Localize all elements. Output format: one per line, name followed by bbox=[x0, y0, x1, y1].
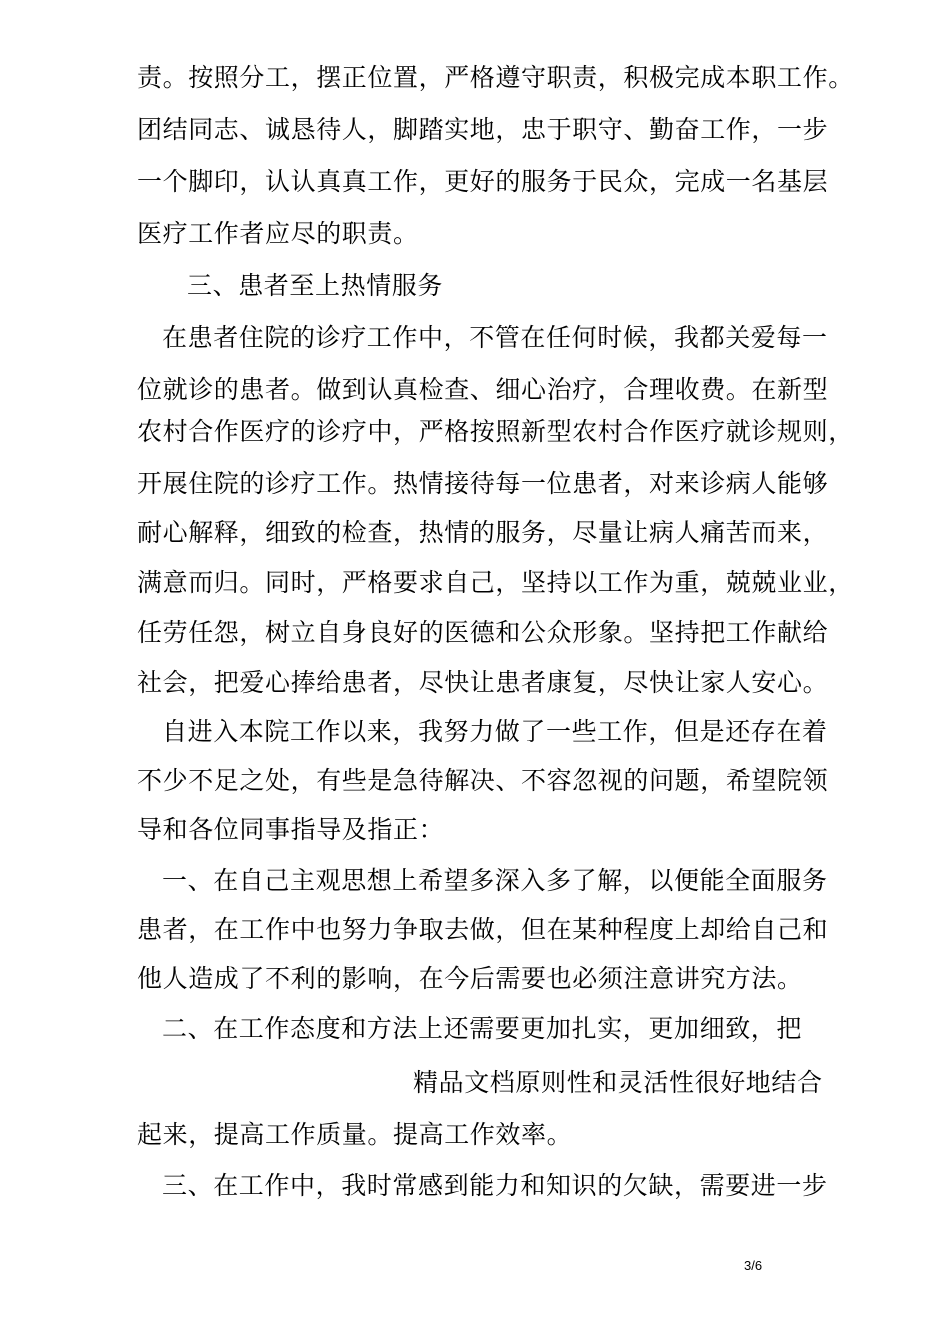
text-line: 导和各位同事指导及指正： bbox=[137, 815, 445, 844]
section-heading: 三、患者至上热情服务 bbox=[187, 271, 444, 300]
text-line: 二、在工作态度和方法上还需要更加扎实，更加细致，把 bbox=[162, 1014, 803, 1043]
text-line: 精品文档原则性和灵活性很好地结合 bbox=[413, 1068, 823, 1097]
text-line: 三、在工作中，我时常感到能力和知识的欠缺，需要进一步 bbox=[162, 1171, 828, 1200]
text-line: 他人造成了不利的影响，在今后需要也必须注意讲究方法。 bbox=[137, 964, 803, 993]
text-line: 责。按照分工，摆正位置，严格遵守职责，积极完成本职工作。 bbox=[137, 63, 854, 92]
text-line: 患者，在工作中也努力争取去做，但在某种程度上却给自己和 bbox=[137, 915, 829, 944]
text-line: 团结同志、诚恳待人，脚踏实地，忠于职守、勤奋工作，一步 bbox=[137, 115, 829, 144]
text-line: 任劳任怨，树立自身良好的医德和公众形象。坚持把工作献给 bbox=[137, 618, 829, 647]
text-line: 位就诊的患者。做到认真检查、细心治疗，合理收费。在新型 bbox=[137, 375, 829, 404]
text-line: 医疗工作者应尽的职责。 bbox=[137, 219, 419, 248]
text-line: 社会，把爱心捧给患者，尽快让患者康复，尽快让家人安心。 bbox=[137, 668, 829, 697]
text-line: 满意而归。同时，严格要求自己，坚持以工作为重，兢兢业业， bbox=[137, 568, 854, 597]
page-number: 3/6 bbox=[744, 1258, 763, 1273]
text-line: 耐心解释，细致的检查，热情的服务，尽量让病人痛苦而来， bbox=[137, 518, 829, 547]
text-line: 开展住院的诊疗工作。热情接待每一位患者，对来诊病人能够 bbox=[137, 469, 829, 498]
text-line: 农村合作医疗的诊疗中，严格按照新型农村合作医疗就诊规则， bbox=[137, 417, 854, 446]
text-line: 起来，提高工作质量。提高工作效率。 bbox=[137, 1120, 573, 1149]
text-line: 自进入本院工作以来，我努力做了一些工作，但是还存在着 bbox=[162, 717, 828, 746]
text-line: 在患者住院的诊疗工作中，不管在任何时候，我都关爱每一 bbox=[162, 323, 828, 352]
text-line: 一个脚印，认认真真工作，更好的服务于民众，完成一名基层 bbox=[137, 167, 829, 196]
text-line: 一、在自己主观思想上希望多深入多了解，以便能全面服务 bbox=[162, 866, 828, 895]
text-line: 不少不足之处，有些是急待解决、不容忽视的问题，希望院领 bbox=[137, 766, 829, 795]
